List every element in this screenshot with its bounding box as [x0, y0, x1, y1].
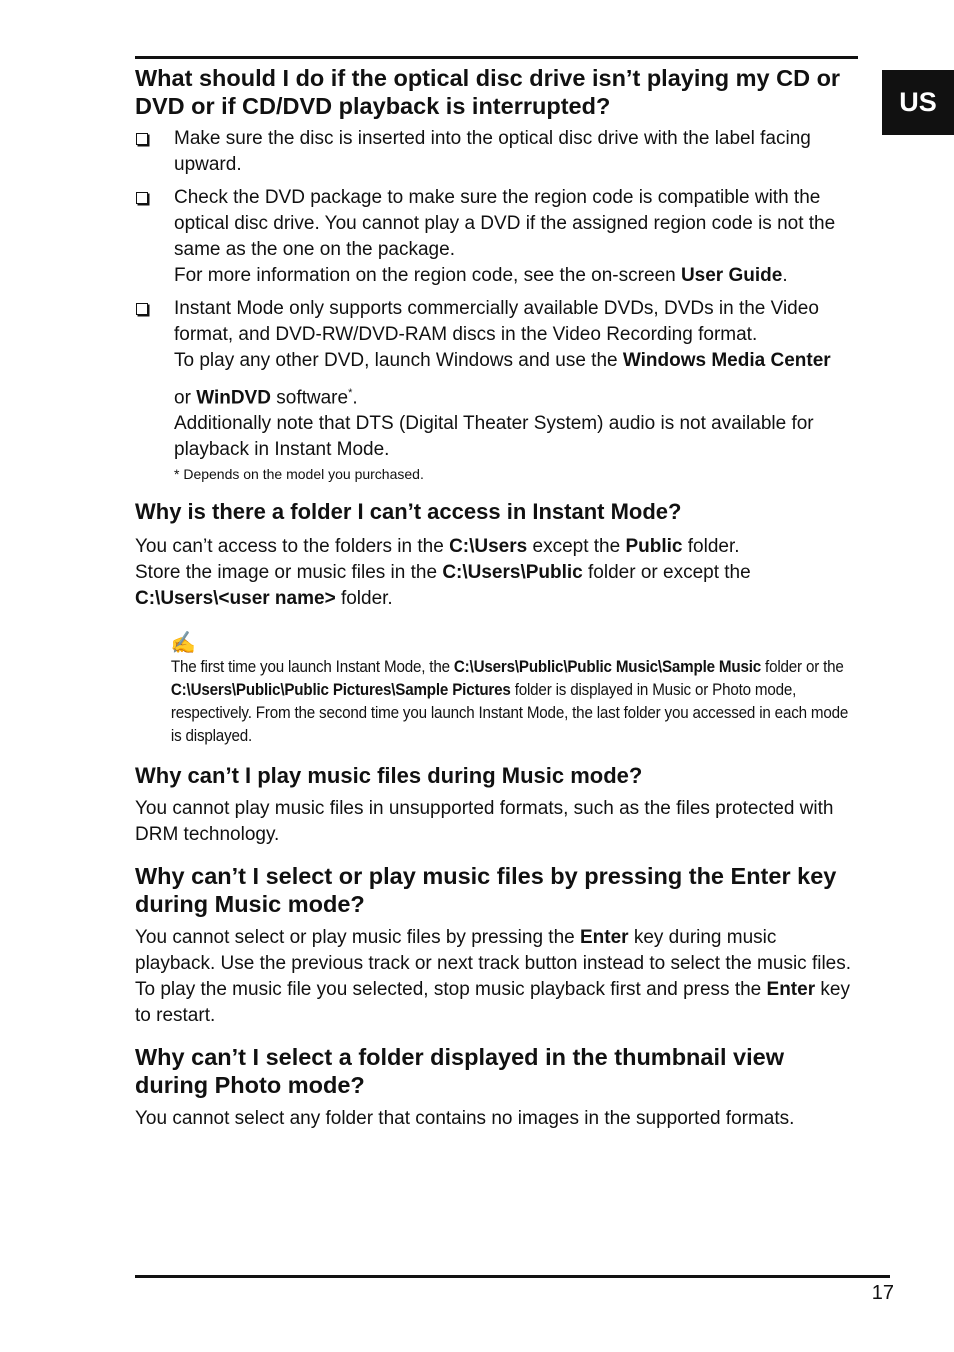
heading-optical-disc: What should I do if the optical disc drive isn’t playing my CD or DVD or if CD/DVD playback is interrupted? [135, 65, 841, 119]
note: ✍ The first time you launch Instant Mode, the C:\Users\Public\Public Music\Sample Music folder or the C:\Users\Public\Public Pictures\Sample Pictures folder is displayed in Music or Photo mode, respectively. From the second time you launch Instant Mode, the last folder you accessed in each mode is displayed. [135, 632, 852, 748]
language-tab [882, 70, 954, 135]
heading-music-mode: Why can’t I play music files during Music mode? [135, 763, 643, 789]
heading-photo-mode: Why can’t I select a folder displayed in the thumbnail view during Photo mode? [135, 1044, 785, 1099]
heading-folder-access: Why is there a folder I can’t access in Instant Mode? [135, 499, 682, 525]
checkbox-bullet-icon [136, 303, 148, 315]
heading-enter-key: Why can’t I select or play music files by pressing the Enter key during Music mode? [135, 863, 837, 918]
checkbox-bullet-icon [136, 133, 148, 145]
list-item: Make sure the disc is inserted into the optical disc drive with the label facing upward. [135, 126, 858, 178]
page-number: 17 [871, 1282, 894, 1304]
footnote: * Depends on the model you purchased. [174, 466, 424, 483]
bottom-rule [135, 1275, 890, 1278]
page-content: What should I do if the optical disc drive isn’t playing my CD or DVD or if CD/DVD playback is interrupted? Make sure the disc is inserted into the optical disc drive with the label facing upward. Check the DVD package to make sure the region code is compatible with the optical disc drive. You cannot play a DVD if the assigned region code is not the same as the one on the package. For more information on the region code, see the on-screen User Guide. Instant Mode only supports commercially available DVDs, DVDs in the Video format, and DVD-RW/DVD-RAM discs in the Video Recording format. To play any other DVD, launch Windows and use the Windows Media Center or WinDVD software*. Additionally note that DTS (Digital Theater System) audio is not available for playback in Instant Mode. * Depends on the model you purchased. Why is there a folder I can’t access in Instant Mode? You can’t access to the folders in the C:\Users except the Public folder. Store the image or music files in the C:\Users\Public folder or except the C:\Users\<user name> folder. ✍ The first time you launch Instant Mode, the C:\Users\Public\Public Music\Sample Music folder or the C:\Users\Public\Public Pictures\Sample Pictures folder is displayed in Music or Photo mode, respectively. From the second time you launch Instant Mode, the last folder you accessed in each mode is displayed. Why can’t I play music files during Music mode? You cannot play music files in unsupported formats, such as the files protected with DRM technology. Why can’t I select or play music files by pressing the Enter key during Music mode? You cannot select or play music files by pressing the Enter key during music playback. Use the previous track or next track button instead to select the music files. To play the music file you selected, stop music playback first and press the Enter key to restart. Why can’t I select a folder displayed in the thumbnail view during Photo mode? You cannot select any folder that contains no images in the supported formats. [135, 62, 858, 1132]
top-rule [135, 56, 858, 59]
checkbox-bullet-icon [136, 192, 148, 204]
list-item: Check the DVD package to make sure the region code is compatible with the optical disc drive. You cannot play a DVD if the assigned region code is not the same as the one on the package. For more information on the region code, see the on-screen User Guide. [135, 185, 858, 289]
list-item: Instant Mode only supports commercially available DVDs, DVDs in the Video format, and DVD-RW/DVD-RAM discs in the Video Recording format. To play any other DVD, launch Windows and use the Windows Media Center or WinDVD software*. Additionally note that DTS (Digital Theater System) audio is not available for playback in Instant Mode. * Depends on the model you purchased. [135, 296, 858, 484]
user-guide-ref: User Guide [680, 265, 783, 286]
language-tab-label: US [899, 87, 937, 117]
note-pencil-icon: ✍ [170, 630, 196, 656]
